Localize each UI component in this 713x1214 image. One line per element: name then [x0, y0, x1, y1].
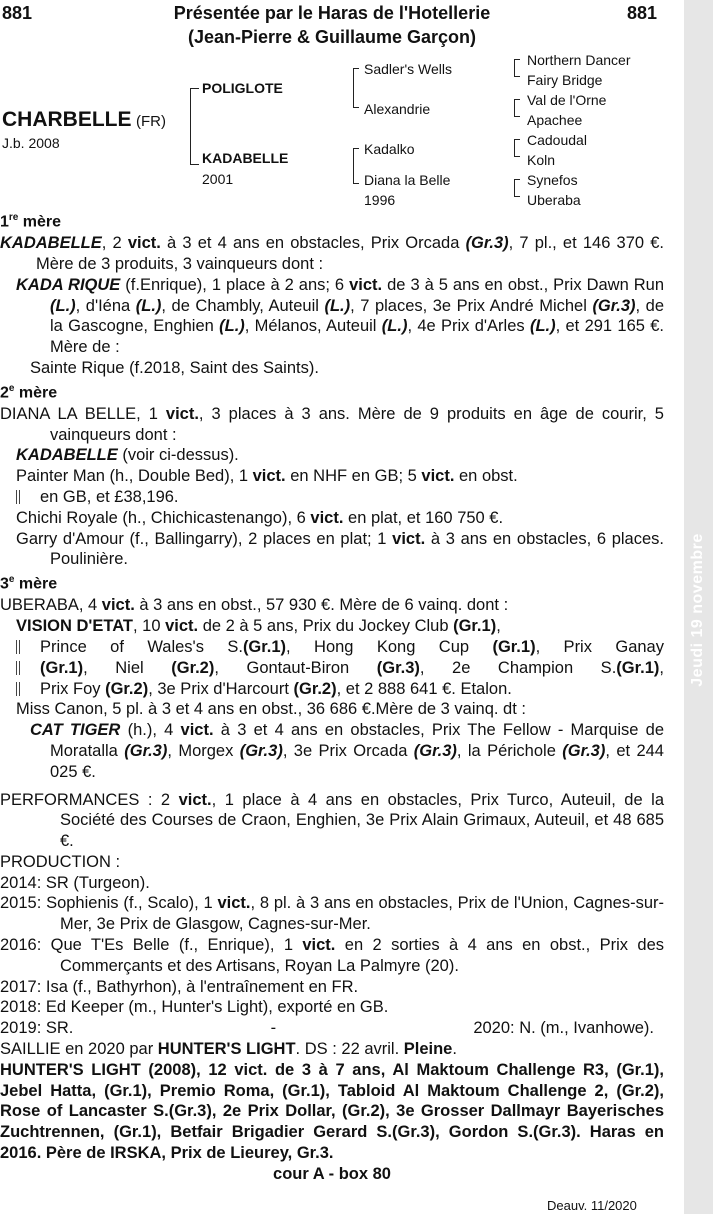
- pedigree-bracket-6: [514, 139, 520, 157]
- second-dam-text: DIANA LA BELLE, 1 vict., 3 places à 3 ans. Mère de 9 produits en âge de courir, 5 vainqueurs dont :: [0, 404, 664, 444]
- lot-number-right: 881: [627, 3, 658, 23]
- pedigree-bracket-3: [353, 148, 359, 184]
- second-dam-produce: KADABELLE (voir ci-dessus).: [16, 446, 239, 465]
- pedigree-ancestor: Cadoudal: [527, 132, 587, 148]
- presenter-title: Présentée par le Haras de l'Hotellerie: [173, 3, 491, 23]
- stallion-description: HUNTER'S LIGHT (2008), 12 vict. de 3 à 7 ans, Al Maktoum Challenge R3, (Gr.1), Jebel Hatta, (Gr.1), Premio Roma, (Gr.1), Tabloid Al Maktoum Challenge 2, (Gr.2), Rose of Lancaster S.(Gr.3), 2e Prix Dollar, (Gr.2), 3e Grosser Dallmayr Bayerisches Zuchtrennen, (Gr.1), Betfair Brigadier Gerard S.(Gr.3), Gordon S.(Gr.3). Haras en 2016. Père de IRSKA, Prix de Lieurey, Gr.3.: [0, 1060, 664, 1163]
- third-dam-produce-cont: Prince of Wales's S.(Gr.1), Hong Kong Cup (Gr.1), Prix Ganay: [0, 637, 664, 658]
- production-2019-2020: [0, 1018, 664, 1039]
- third-dam-produce-cont: (Gr.1), Niel (Gr.2), Gontaut-Biron (Gr.3), 2e Champion S.(Gr.1),: [0, 658, 664, 679]
- production-2016: 2016: Que T'Es Belle (f., Enrique), 1 vict. en 2 sorties à 4 ans en obst., Prix des Commerçants et des Artisans, Royan La Palmyre (20).: [0, 936, 664, 975]
- second-dam-produce-cont: en GB, et £38,196.: [0, 487, 664, 508]
- production-2017: 2017: Isa (f., Bathyrhon), à l'entraînement en FR.: [0, 977, 359, 996]
- pedigree-ancestor: Val de l'Orne: [527, 92, 607, 108]
- stable-location: cour A - box 80: [273, 1164, 391, 1183]
- second-dam-heading: 2e mère: [0, 382, 58, 402]
- pedigree-dam-dam-year: 1996: [364, 192, 396, 208]
- second-dam-produce: Painter Man (h., Double Bed), 1 vict. en NHF en GB; 5 vict. en obst.: [16, 467, 518, 486]
- horse-origin: (FR): [135, 113, 166, 130]
- pedigree-ancestor: Apachee: [527, 112, 583, 128]
- performances: PERFORMANCES : 2 vict., 1 place à 4 ans en obstacles, Prix Turco, Auteuil, de la Société des Courses de Craon, Enghien, 3e Prix Alain Grimaux, Auteuil, et 48 685 €.: [0, 790, 664, 851]
- pedigree-ancestor: Northern Dancer: [527, 52, 631, 68]
- third-dam-produce-cont: Prix Foy (Gr.2), 3e Prix d'Harcourt (Gr.2), et 2 888 641 €. Etalon.: [0, 679, 664, 700]
- covering-info: SAILLIE en 2020 par HUNTER'S LIGHT. DS : 22 avril. Pleine.: [0, 1040, 457, 1059]
- production-separator: -: [270, 1019, 277, 1038]
- third-dam-produce: VISION D'ETAT, 10 vict. de 2 à 5 ans, Prix du Jockey Club (Gr.1),: [16, 617, 501, 636]
- presenter-subtitle: (Jean-Pierre & Guillaume Garçon): [187, 27, 477, 47]
- pedigree-bracket-7: [514, 179, 520, 197]
- column-rule: [16, 682, 20, 696]
- production-heading: PRODUCTION :: [0, 852, 121, 871]
- first-dam-grand-produce: Sainte Rique (f.2018, Saint des Saints).: [30, 358, 319, 377]
- pedigree-bracket-5: [514, 99, 520, 117]
- first-dam-heading: 1re mère: [0, 212, 62, 231]
- pedigree-dam: KADABELLE: [202, 150, 289, 166]
- third-dam-produce: Miss Canon, 5 pl. à 3 et 4 ans en obst., 36 686 €.Mère de 3 vainq. dt :: [16, 700, 526, 719]
- second-dam-produce: Garry d'Amour (f., Ballingarry), 2 places en plat; 1 vict. à 3 ans en obstacles, 6 places. Poulinière.: [16, 529, 664, 569]
- pedigree-sire: POLIGLOTE: [202, 80, 283, 96]
- column-rule: [16, 661, 20, 675]
- pedigree-ancestor: Uberaba: [527, 192, 581, 208]
- lot-number-left: 881: [2, 3, 33, 23]
- production-2019: 2019: SR.: [0, 1019, 74, 1038]
- sale-date-label: Jeudi 19 novembre: [689, 533, 706, 687]
- pedigree-ancestor: Koln: [527, 152, 556, 168]
- second-dam-produce: Chichi Royale (h., Chichicastenango), 6 vict. en plat, et 160 750 €.: [16, 508, 504, 527]
- production-2018: 2018: Ed Keeper (m., Hunter's Light), exporté en GB.: [0, 998, 389, 1017]
- production-2014: 2014: SR (Turgeon).: [0, 873, 150, 892]
- pedigree-tick: [190, 88, 199, 89]
- pedigree-bracket-4: [514, 59, 520, 77]
- first-dam-produce: KADA RIQUE (f.Enrique), 1 place à 2 ans; 6 vict. de 3 à 5 ans en obst., Prix Dawn Run (L.), d'Iéna (L.), de Chambly, Auteuil (L.), 7 places, 3e Prix André Michel (Gr.3), de la Gascogne, Enghien (L.), Mélanos, Auteuil (L.), 4e Prix d'Arles (L.), et 291 165 €. Mère de :: [16, 275, 665, 357]
- footer-ref: Deauv. 11/2020: [547, 1198, 637, 1213]
- first-dam-text: KADABELLE, 2 vict. à 3 et 4 ans en obstacles, Prix Orcada (Gr.3), 7 pl., et 146 370 €. Mère de 3 produits, 3 vainqueurs dont :: [0, 234, 664, 273]
- pedigree-ancestor: Synefos: [527, 172, 578, 188]
- third-dam-grand-produce: CAT TIGER (h.), 4 vict. à 3 et 4 ans en obstacles, Prix The Fellow - Marquise de Moratalla (Gr.3), Morgex (Gr.3), 3e Prix Orcada (Gr.3), la Périchole (Gr.3), et 244 025 €.: [30, 721, 664, 781]
- pedigree-sire-sire: Sadler's Wells: [364, 61, 452, 77]
- pedigree-dam-dam: Diana la Belle: [364, 172, 451, 188]
- pedigree-ancestor: Fairy Bridge: [527, 72, 603, 88]
- column-rule: [16, 640, 20, 654]
- pedigree-bracket-2: [353, 68, 359, 108]
- column-rule: [16, 490, 20, 504]
- production-2015: 2015: Sophienis (f., Scalo), 1 vict., 8 pl. à 3 ans en obstacles, Prix de l'Union, Cagnes-sur-Mer, 3e Prix de Glasgow, Cagnes-sur-Mer.: [0, 894, 664, 934]
- pedigree-dam-year: 2001: [202, 171, 234, 187]
- third-dam-text: UBERABA, 4 vict. à 3 ans en obst., 57 930 €. Mère de 6 vainq. dont :: [0, 596, 509, 615]
- catalogue-body: [0, 208, 664, 1185]
- pedigree-dam-sire: Kadalko: [364, 141, 415, 157]
- pedigree-tick: [190, 164, 199, 165]
- horse-info: J.b. 2008: [2, 135, 60, 151]
- horse-name-line: [2, 108, 166, 132]
- production-2020: 2020: N. (m., Ivanhowe).: [473, 1019, 654, 1038]
- horse-name: CHARBELLE: [2, 108, 132, 131]
- pedigree-sire-dam: Alexandrie: [364, 101, 431, 117]
- pedigree-bracket-1: [190, 88, 191, 164]
- third-dam-heading: 3e mère: [0, 574, 58, 593]
